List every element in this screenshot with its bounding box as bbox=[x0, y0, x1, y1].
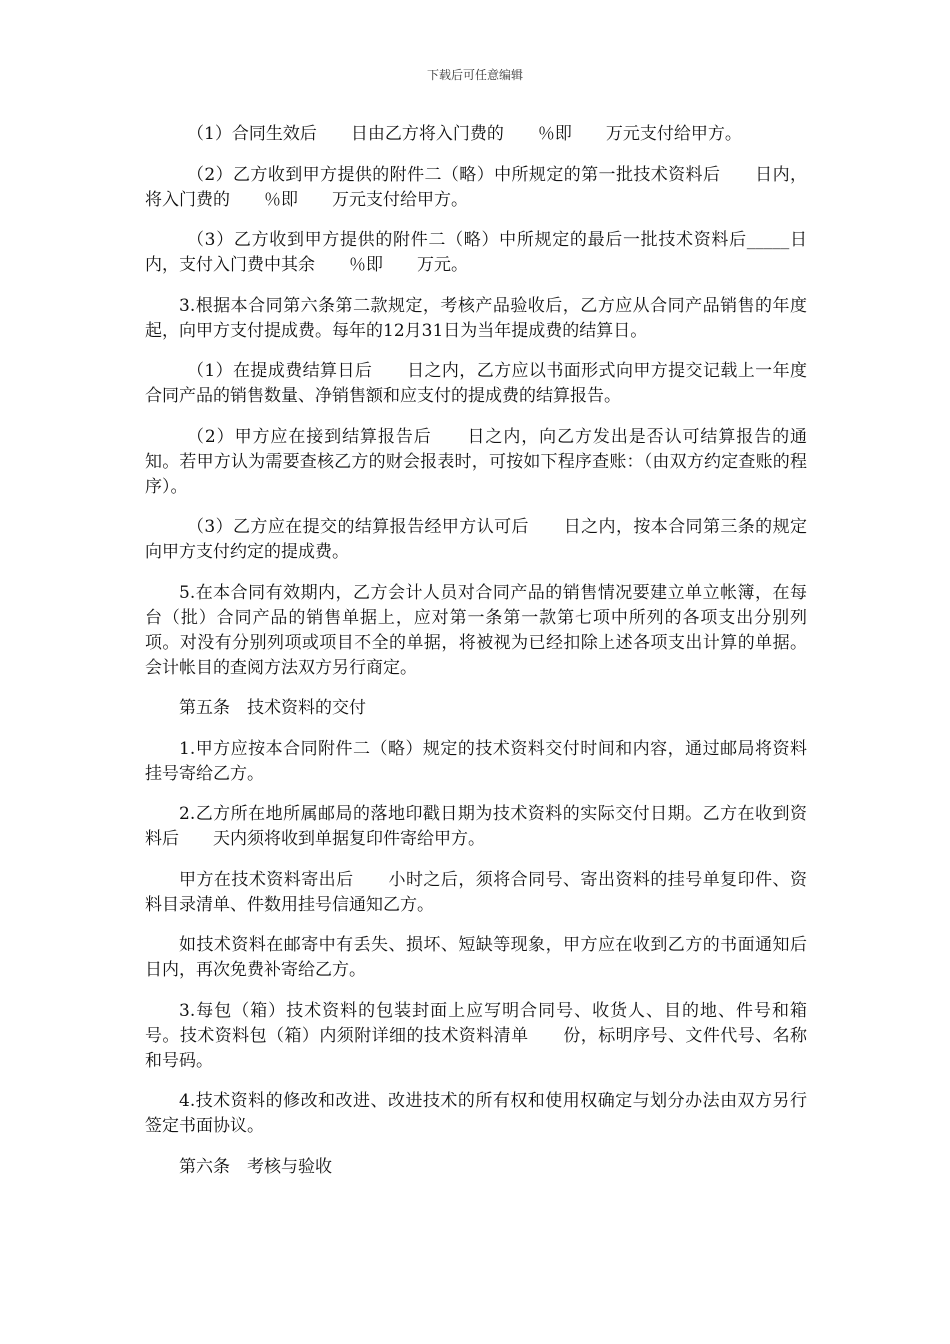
paragraph-delivery-1: 1.甲方应按本合同附件二（略）规定的技术资料交付时间和内容，通过邮局将资料挂号寄给乙方。 bbox=[145, 738, 807, 784]
paragraph-payment-3: （3）乙方收到甲方提供的附件二（略）中所规定的最后一批技术资料后_____日内，支付入门费中其余 ％即 万元。 bbox=[145, 230, 807, 275]
paragraph-delivery-2: 2.乙方所在地所属邮局的落地印戳日期为技术资料的实际交付日期。乙方在收到资料后 天内须将收到单据复印件寄给甲方。 bbox=[145, 804, 807, 849]
paragraph-settlement-2: （2）甲方应在接到结算报告后 日之内，向乙方发出是否认可结算报告的通知。若甲方认为需要查核乙方的财会报表时，可按如下程序查账：（由双方约定查账的程序）。 bbox=[145, 426, 807, 497]
section-heading-article-6: 第六条 考核与验收 bbox=[179, 1156, 332, 1177]
page-header: 下载后可任意编辑 bbox=[426, 68, 523, 82]
paragraph-settlement-1: （1）在提成费结算日后 日之内，乙方应以书面形式向甲方提交记载上一年度合同产品的销售数量、净销售额和应支付的提成费的结算报告。 bbox=[145, 361, 807, 406]
paragraph-payment-1: （1）合同生效后 日由乙方将入门费的 ％即 万元支付给甲方。 bbox=[187, 124, 742, 144]
paragraph-delivery-loss: 如技术资料在邮寄中有丢失、损坏、短缺等现象，甲方应在收到乙方的书面通知后 日内，再次免费补寄给乙方。 bbox=[145, 935, 841, 980]
paragraph-settlement-3: （3）乙方应在提交的结算报告经甲方认可后 日之内，按本合同第三条的规定向甲方支付约定的提成费。 bbox=[145, 517, 807, 562]
paragraph-delivery-4: 4.技术资料的修改和改进、改进技术的所有权和使用权确定与划分办法由双方另行签定书面协议。 bbox=[145, 1091, 807, 1136]
paragraph-delivery-3: 3.每包（箱）技术资料的包装封面上应写明合同号、收货人、目的地、件号和箱号。技术资料包（箱）内须附详细的技术资料清单 份，标明序号、文件代号、名称和号码。 bbox=[145, 1000, 807, 1071]
paragraph-clause-3: 3.根据本合同第六条第二款规定，考核产品验收后，乙方应从合同产品销售的年度起，向甲方支付提成费。每年的12月31日为当年提成费的结算日。 bbox=[145, 295, 807, 341]
section-heading-article-5: 第五条 技术资料的交付 bbox=[179, 698, 366, 718]
paragraph-clause-5: 5.在本合同有效期内，乙方会计人员对合同产品的销售情况要建立单立帐簿，在每台（批）合同产品的销售单据上，应对第一条第一款第七项中所列的各项支出分别列项。对没有分别列项或项目不全的单据，将被视为已经扣除上述各项支出计算的单据。会计帐目的查阅方法双方另行商定。 bbox=[145, 582, 807, 678]
paragraph-payment-2: （2）乙方收到甲方提供的附件二（略）中所规定的第一批技术资料后 日内，将入门费的 ％即 万元支付给甲方。 bbox=[145, 164, 807, 210]
document-body bbox=[145, 122, 841, 1195]
paragraph-delivery-notice: 甲方在技术资料寄出后 小时之后，须将合同号、寄出资料的挂号单复印件、资料目录清单、件数用挂号信通知乙方。 bbox=[145, 869, 807, 915]
